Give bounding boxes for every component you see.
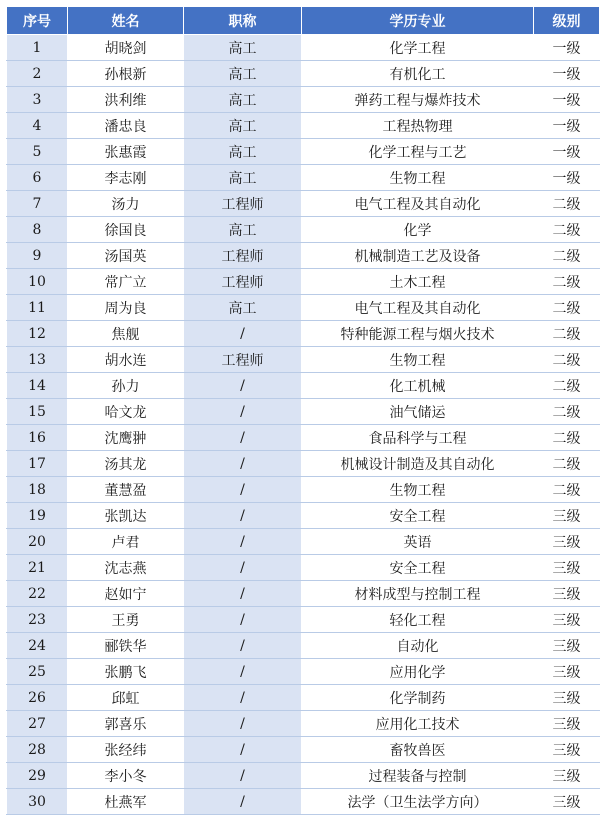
cell-major: 机械设计制造及其自动化: [302, 451, 534, 477]
table-row: [7, 737, 600, 763]
cell-level: 一级: [534, 113, 600, 139]
cell-level: 一级: [534, 139, 600, 165]
table-row: [7, 347, 600, 373]
cell-name: 沈志燕: [68, 555, 184, 581]
cell-level: 二级: [534, 295, 600, 321]
cell-serial-number: 20: [7, 529, 68, 555]
cell-title: 工程师: [184, 347, 302, 373]
table-row: [7, 243, 600, 269]
cell-name: 常广立: [68, 269, 184, 295]
cell-serial-number: 5: [7, 139, 68, 165]
cell-name: 汤国英: [68, 243, 184, 269]
header-title: 职称: [184, 7, 302, 35]
cell-level: 二级: [534, 373, 600, 399]
cell-serial-number: 8: [7, 217, 68, 243]
cell-level: 二级: [534, 269, 600, 295]
cell-level: 三级: [534, 581, 600, 607]
cell-title: /: [184, 659, 302, 685]
cell-major: 化学工程与工艺: [302, 139, 534, 165]
table-row: [7, 607, 600, 633]
table-row: [7, 789, 600, 815]
cell-level: 二级: [534, 191, 600, 217]
cell-serial-number: 18: [7, 477, 68, 503]
cell-level: 三级: [534, 555, 600, 581]
cell-serial-number: 4: [7, 113, 68, 139]
cell-serial-number: 14: [7, 373, 68, 399]
cell-serial-number: 11: [7, 295, 68, 321]
table-row: [7, 425, 600, 451]
table-row: [7, 295, 600, 321]
cell-serial-number: 7: [7, 191, 68, 217]
cell-major: 机械制造工艺及设备: [302, 243, 534, 269]
cell-name: 孙力: [68, 373, 184, 399]
cell-name: 洪利维: [68, 87, 184, 113]
cell-level: 一级: [534, 35, 600, 61]
cell-title: /: [184, 503, 302, 529]
cell-serial-number: 27: [7, 711, 68, 737]
cell-title: /: [184, 477, 302, 503]
cell-serial-number: 25: [7, 659, 68, 685]
cell-name: 哈文龙: [68, 399, 184, 425]
cell-level: 一级: [534, 61, 600, 87]
cell-major: 材料成型与控制工程: [302, 581, 534, 607]
cell-title: /: [184, 425, 302, 451]
cell-serial-number: 6: [7, 165, 68, 191]
table-row: [7, 555, 600, 581]
cell-level: 三级: [534, 659, 600, 685]
table-row: [7, 659, 600, 685]
cell-name: 邱虹: [68, 685, 184, 711]
cell-name: 赵如宁: [68, 581, 184, 607]
table-row: [7, 269, 600, 295]
table-row: [7, 35, 600, 61]
cell-serial-number: 10: [7, 269, 68, 295]
cell-major: 生物工程: [302, 165, 534, 191]
cell-title: 工程师: [184, 191, 302, 217]
table-row: [7, 191, 600, 217]
cell-major: 自动化: [302, 633, 534, 659]
cell-title: 高工: [184, 217, 302, 243]
table-row: [7, 399, 600, 425]
cell-name: 张经纬: [68, 737, 184, 763]
cell-name: 焦舰: [68, 321, 184, 347]
table-row: [7, 477, 600, 503]
cell-level: 三级: [534, 737, 600, 763]
cell-major: 油气储运: [302, 399, 534, 425]
cell-major: 化学: [302, 217, 534, 243]
cell-name: 汤力: [68, 191, 184, 217]
personnel-table-container: [6, 6, 599, 815]
cell-major: 有机化工: [302, 61, 534, 87]
cell-title: 高工: [184, 139, 302, 165]
cell-level: 二级: [534, 451, 600, 477]
cell-name: 孙根新: [68, 61, 184, 87]
table-row: [7, 139, 600, 165]
cell-name: 郦铁华: [68, 633, 184, 659]
cell-title: /: [184, 451, 302, 477]
table-row: [7, 87, 600, 113]
cell-title: 高工: [184, 87, 302, 113]
cell-title: 高工: [184, 165, 302, 191]
cell-name: 杜燕军: [68, 789, 184, 815]
cell-major: 安全工程: [302, 555, 534, 581]
cell-serial-number: 29: [7, 763, 68, 789]
cell-major: 安全工程: [302, 503, 534, 529]
table-row: [7, 113, 600, 139]
cell-serial-number: 2: [7, 61, 68, 87]
cell-title: /: [184, 529, 302, 555]
cell-major: 英语: [302, 529, 534, 555]
cell-major: 生物工程: [302, 477, 534, 503]
cell-serial-number: 17: [7, 451, 68, 477]
cell-major: 特种能源工程与烟火技术: [302, 321, 534, 347]
cell-name: 张惠霞: [68, 139, 184, 165]
table-row: [7, 763, 600, 789]
cell-major: 轻化工程: [302, 607, 534, 633]
cell-serial-number: 13: [7, 347, 68, 373]
cell-name: 李小冬: [68, 763, 184, 789]
cell-major: 化学制药: [302, 685, 534, 711]
cell-name: 李志刚: [68, 165, 184, 191]
cell-title: 工程师: [184, 269, 302, 295]
cell-level: 三级: [534, 503, 600, 529]
cell-major: 土木工程: [302, 269, 534, 295]
cell-name: 沈鹰翀: [68, 425, 184, 451]
cell-title: 高工: [184, 295, 302, 321]
table-row: [7, 685, 600, 711]
cell-title: 高工: [184, 113, 302, 139]
cell-name: 郭喜乐: [68, 711, 184, 737]
cell-title: 工程师: [184, 243, 302, 269]
cell-level: 二级: [534, 347, 600, 373]
cell-major: 过程装备与控制: [302, 763, 534, 789]
cell-name: 周为良: [68, 295, 184, 321]
cell-level: 二级: [534, 399, 600, 425]
cell-level: 二级: [534, 477, 600, 503]
cell-major: 电气工程及其自动化: [302, 191, 534, 217]
cell-serial-number: 22: [7, 581, 68, 607]
cell-major: 弹药工程与爆炸技术: [302, 87, 534, 113]
table-row: [7, 321, 600, 347]
cell-serial-number: 12: [7, 321, 68, 347]
cell-name: 张鹏飞: [68, 659, 184, 685]
header-name: 姓名: [68, 7, 184, 35]
cell-title: /: [184, 581, 302, 607]
cell-name: 王勇: [68, 607, 184, 633]
cell-name: 徐国良: [68, 217, 184, 243]
cell-name: 卢君: [68, 529, 184, 555]
cell-name: 董慧盈: [68, 477, 184, 503]
cell-level: 三级: [534, 685, 600, 711]
table-row: [7, 711, 600, 737]
table-row: [7, 373, 600, 399]
cell-serial-number: 9: [7, 243, 68, 269]
cell-major: 电气工程及其自动化: [302, 295, 534, 321]
cell-major: 应用化工技术: [302, 711, 534, 737]
cell-major: 化学工程: [302, 35, 534, 61]
cell-level: 二级: [534, 321, 600, 347]
table-row: [7, 165, 600, 191]
cell-major: 生物工程: [302, 347, 534, 373]
cell-name: 胡晓剑: [68, 35, 184, 61]
table-header: [7, 7, 600, 35]
cell-serial-number: 1: [7, 35, 68, 61]
cell-name: 汤其龙: [68, 451, 184, 477]
cell-title: 高工: [184, 61, 302, 87]
cell-title: /: [184, 373, 302, 399]
header-serial-number: 序号: [7, 7, 68, 35]
table-row: [7, 633, 600, 659]
header-major: 学历专业: [302, 7, 534, 35]
cell-name: 张凯达: [68, 503, 184, 529]
cell-major: 化工机械: [302, 373, 534, 399]
cell-title: /: [184, 555, 302, 581]
cell-major: 食品科学与工程: [302, 425, 534, 451]
cell-level: 三级: [534, 633, 600, 659]
cell-serial-number: 16: [7, 425, 68, 451]
cell-serial-number: 26: [7, 685, 68, 711]
table-row: [7, 61, 600, 87]
cell-serial-number: 19: [7, 503, 68, 529]
table-row: [7, 503, 600, 529]
cell-title: /: [184, 711, 302, 737]
cell-major: 畜牧兽医: [302, 737, 534, 763]
cell-major: 应用化学: [302, 659, 534, 685]
cell-serial-number: 23: [7, 607, 68, 633]
cell-title: /: [184, 399, 302, 425]
table-row: [7, 581, 600, 607]
cell-level: 三级: [534, 607, 600, 633]
cell-level: 三级: [534, 529, 600, 555]
cell-title: /: [184, 633, 302, 659]
cell-serial-number: 21: [7, 555, 68, 581]
cell-title: /: [184, 321, 302, 347]
cell-serial-number: 30: [7, 789, 68, 815]
cell-level: 二级: [534, 243, 600, 269]
cell-title: /: [184, 737, 302, 763]
header-level: 级别: [534, 7, 600, 35]
table-row: [7, 529, 600, 555]
cell-title: /: [184, 789, 302, 815]
cell-level: 一级: [534, 165, 600, 191]
cell-serial-number: 24: [7, 633, 68, 659]
table-row: [7, 217, 600, 243]
header-row: [7, 7, 600, 35]
cell-major: 工程热物理: [302, 113, 534, 139]
cell-serial-number: 28: [7, 737, 68, 763]
cell-level: 三级: [534, 711, 600, 737]
cell-level: 三级: [534, 789, 600, 815]
cell-level: 二级: [534, 425, 600, 451]
cell-serial-number: 3: [7, 87, 68, 113]
personnel-table: [6, 6, 600, 815]
table-body: [7, 35, 600, 815]
cell-name: 胡水连: [68, 347, 184, 373]
cell-level: 一级: [534, 87, 600, 113]
cell-title: /: [184, 685, 302, 711]
table-row: [7, 451, 600, 477]
cell-level: 三级: [534, 763, 600, 789]
cell-title: /: [184, 607, 302, 633]
cell-name: 潘忠良: [68, 113, 184, 139]
cell-level: 二级: [534, 217, 600, 243]
cell-major: 法学（卫生法学方向）: [302, 789, 534, 815]
cell-title: /: [184, 763, 302, 789]
cell-title: 高工: [184, 35, 302, 61]
cell-serial-number: 15: [7, 399, 68, 425]
